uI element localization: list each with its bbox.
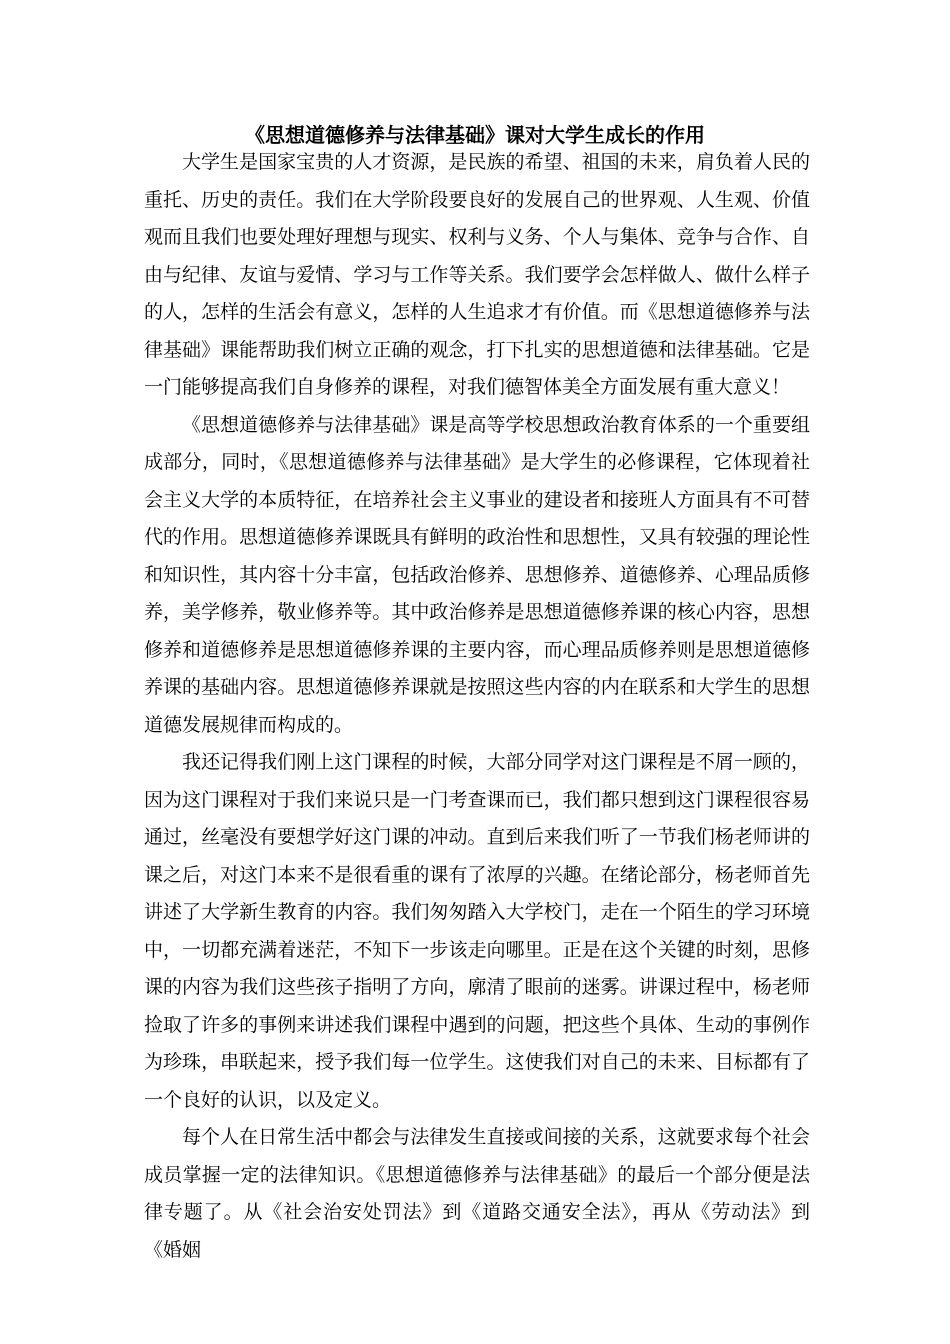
paragraph-3: 我还记得我们刚上这门课程的时候，大部分同学对这门课程是不屑一顾的，因为这门课程对于我们来说只是一门考查课而已，我们都只想到这门课程很容易通过，丝毫没有要想学好这门课的冲动。直到后来我们听了一节我们杨老师讲的课之后，对这门本来不是很看重的课有了浓厚的兴趣。在绪论部分，杨老师首先讲述了大学新生教育的内容。我们匆匆踏入大学校门，走在一个陌生的学习环境中，一切都充满着迷茫，不知下一步该走向哪里。正是在这个关键的时刻，思修课的内容为我们这些孩子指明了方向，廓清了眼前的迷雾。讲课过程中，杨老师捡取了许多的事例来讲述我们课程中遇到的问题，把这些个具体、生动的事例作为珍珠，串联起来，授予我们每一位学生。这使我们对自己的未来、目标都有了一个良好的认识，以及定义。 bbox=[144, 751, 810, 1111]
document-title: 《思想道德修养与法律基础》课对大学生成长的作用 bbox=[245, 123, 705, 147]
paragraph-2: 《思想道德修养与法律基础》课是高等学校思想政治教育体系的一个重要组成部分，同时，《思想道德修养与法律基础》是大学生的必修课程，它体现着社会主义大学的本质特征，在培养社会主义事业的建设者和接班人方面具有不可替代的作用。思想道德修养课既具有鲜明的政治性和思想性，又具有较强的理论性和知识性，其内容十分丰富，包括政治修养、思想修养、道德修养、心理品质修养，美学修养，敬业修养等。其中政治修养是思想道德修养课的核心内容，思想修养和道德修养是思想道德修养课的主要内容，而心理品质修养则是思想道德修养课的基础内容。思想道德修养课就是按照这些内容的内在联系和大学生的思想道德发展规律而构成的。 bbox=[144, 413, 810, 736]
paragraph-4: 每个人在日常生活中都会与法律发生直接或间接的关系，这就要求每个社会成员掌握一定的法律知识。《思想道德修养与法律基础》的最后一个部分便是法律专题了。从《社会治安处罚法》到《道路交通安全法》，再从《劳动法》到《婚姻 bbox=[144, 1126, 810, 1261]
paragraph-1: 大学生是国家宝贵的人才资源，是民族的希望、祖国的未来，肩负着人民的重托、历史的责任。我们在大学阶段要良好的发展自己的世界观、人生观、价值观而且我们也要处理好理想与现实、权利与义务、个人与集体、竞争与合作、自由与纪律、友谊与爱情、学习与工作等关系。我们要学会怎样做人、做什么样子的人，怎样的生活会有意义，怎样的人生追求才有价值。而《思想道德修养与法律基础》课能帮助我们树立正确的观念，打下扎实的思想道德和法律基础。它是一门能够提高我们自身修养的课程，对我们德智体美全方面发展有重大意义！ bbox=[144, 151, 810, 398]
document-body bbox=[144, 144, 810, 1269]
